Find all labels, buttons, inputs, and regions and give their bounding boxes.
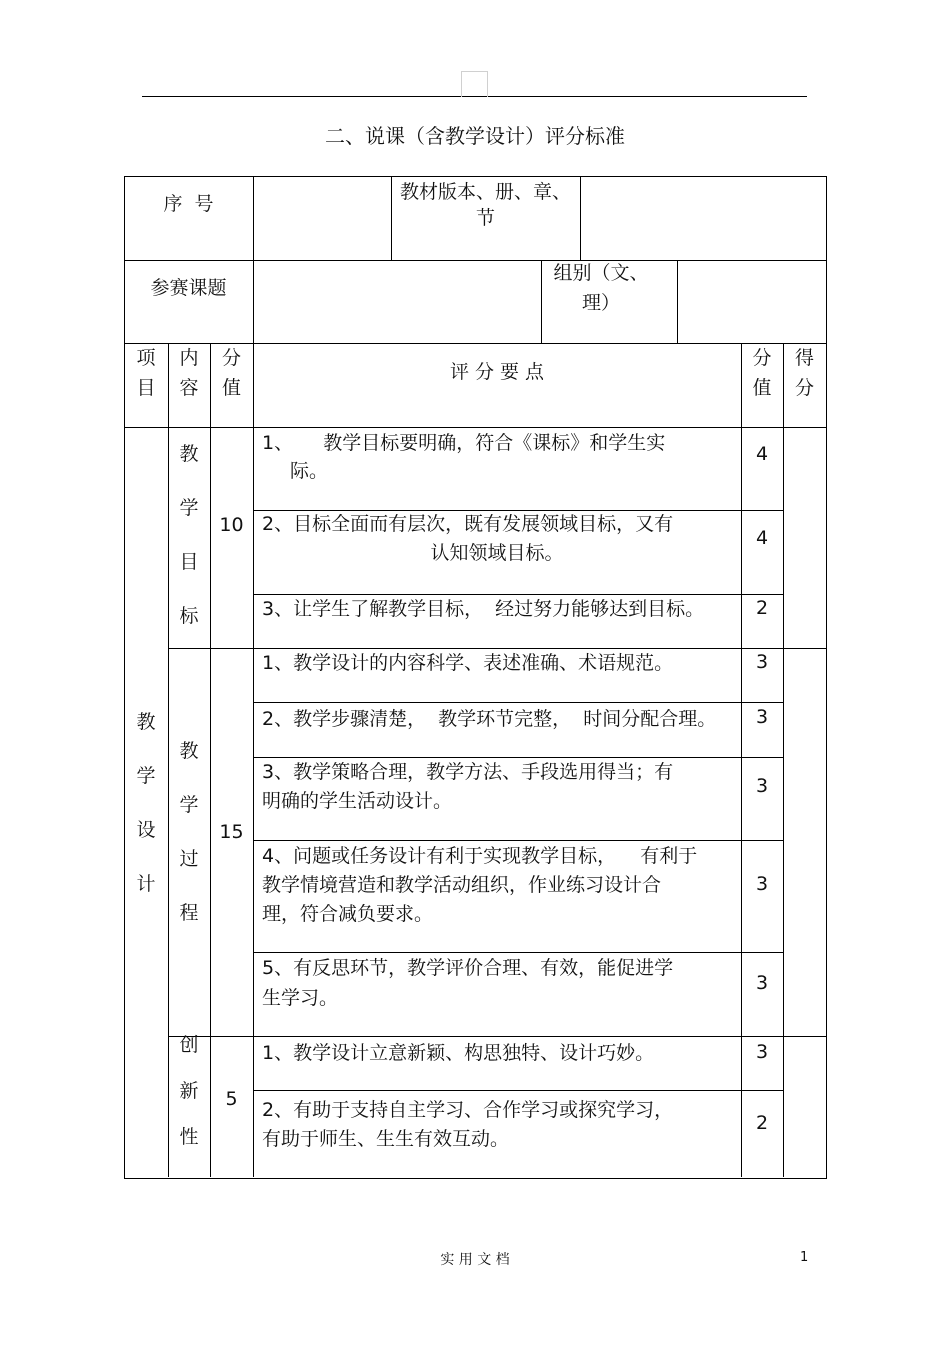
group-name-innovation xyxy=(168,1022,210,1160)
col-header-score xyxy=(741,343,783,403)
col-header-char: 值 xyxy=(221,377,241,399)
col-header-char: 项 xyxy=(136,347,156,369)
group-label-line2: 理） xyxy=(581,292,620,314)
score-value: 2 xyxy=(755,597,769,619)
page-title: 二、说课（含教学设计）评分标准 xyxy=(325,124,625,148)
criterion-line: 2、有助于支持自主学习、合作学习或探究学习， xyxy=(262,1099,674,1121)
criterion-line: 4、问题或任务设计有利于实现教学目标， 有利于 xyxy=(262,845,698,867)
group-name-process xyxy=(168,724,210,940)
criterion-line: 生学习。 xyxy=(262,987,339,1009)
group-char: 过 xyxy=(179,848,199,870)
score-value: 3 xyxy=(755,706,769,728)
col-header-item xyxy=(124,343,168,403)
subrow-divider xyxy=(253,1090,783,1091)
criterion-line: 际。 xyxy=(290,460,329,482)
criterion-line: 1、教学设计立意新颖、构思独特、设计巧妙。 xyxy=(262,1042,655,1064)
seq-label: 序 号 xyxy=(163,193,214,215)
group-points: 15 xyxy=(219,821,244,843)
score-value: 3 xyxy=(755,1041,769,1063)
edition-label-line1: 教材版本、册、章、 xyxy=(399,181,571,203)
group-divider xyxy=(168,1036,826,1037)
col-divider xyxy=(253,343,254,1177)
col-header-char: 分 xyxy=(752,347,772,369)
group-char: 新 xyxy=(179,1080,199,1102)
col-header-char: 值 xyxy=(752,377,772,399)
criterion-line: 1、教学设计的内容科学、表述准确、术语规范。 xyxy=(262,652,674,674)
col-header-got xyxy=(783,343,826,403)
group-char: 程 xyxy=(179,902,199,924)
score-value: 3 xyxy=(755,775,769,797)
section-char: 计 xyxy=(136,873,156,895)
section-char: 学 xyxy=(136,765,156,787)
section-char: 设 xyxy=(136,819,156,841)
group-char: 学 xyxy=(179,794,199,816)
col-header-char: 容 xyxy=(179,377,199,399)
score-value: 2 xyxy=(755,1112,769,1134)
group-points: 10 xyxy=(219,514,244,536)
score-value: 4 xyxy=(755,443,769,465)
col-header-points xyxy=(210,343,253,403)
group-name-objectives xyxy=(168,427,210,643)
group-char: 学 xyxy=(179,497,199,519)
score-value: 3 xyxy=(755,972,769,994)
group-label-line1: 组别（文、 xyxy=(553,262,649,284)
page-number: 1 xyxy=(800,1250,809,1265)
section-name xyxy=(124,695,168,911)
criterion-line: 3、让学生了解教学目标， 经过努力能够达到目标。 xyxy=(262,598,705,620)
criterion-line: 明确的学生活动设计。 xyxy=(262,790,453,812)
col-divider xyxy=(580,176,581,260)
col-header-char: 得 xyxy=(794,347,814,369)
col-header-criteria: 评 分 要 点 xyxy=(449,361,545,383)
topic-label: 参赛课题 xyxy=(150,277,227,299)
score-value: 3 xyxy=(755,873,769,895)
edition-label-line2: 节 xyxy=(475,207,495,229)
col-divider xyxy=(783,343,784,1177)
group-char: 标 xyxy=(179,605,199,627)
criterion-line: 有助于师生、生生有效互动。 xyxy=(262,1128,510,1150)
group-char: 性 xyxy=(179,1126,199,1148)
subrow-divider xyxy=(253,702,783,703)
col-header-char: 目 xyxy=(136,377,156,399)
col-divider xyxy=(210,343,211,1177)
group-char: 目 xyxy=(179,551,199,573)
header-box xyxy=(461,71,488,97)
col-header-char: 分 xyxy=(221,347,241,369)
criterion-line: 2、教学步骤清楚， 教学环节完整， 时间分配合理。 xyxy=(262,708,717,730)
criterion-line: 2、目标全面而有层次，既有发展领域目标，又有 xyxy=(262,513,674,535)
row-divider xyxy=(124,260,826,261)
criterion-line: 理，符合减负要求。 xyxy=(262,903,434,925)
col-header-char: 内 xyxy=(179,347,199,369)
score-value: 3 xyxy=(755,651,769,673)
col-divider xyxy=(677,260,678,343)
section-char: 教 xyxy=(136,711,156,733)
criterion-line: 5、有反思环节，教学评价合理、有效，能促进学 xyxy=(262,957,674,979)
score-value: 4 xyxy=(755,527,769,549)
col-divider xyxy=(253,176,254,343)
criterion-line: 1、 教学目标要明确，符合《课标》和学生实 xyxy=(262,432,666,454)
col-header-char: 分 xyxy=(794,377,814,399)
criterion-line: 认知领域目标。 xyxy=(430,542,564,564)
col-header-content xyxy=(168,343,210,403)
criterion-line: 教学情境营造和教学活动组织，作业练习设计合 xyxy=(262,874,662,896)
group-points: 5 xyxy=(225,1088,238,1110)
footer-center: 实 用 文 档 xyxy=(440,1252,510,1268)
criterion-line: 3、教学策略合理，教学方法、手段选用得当；有 xyxy=(262,761,674,783)
group-char: 教 xyxy=(179,740,199,762)
group-char: 教 xyxy=(179,443,199,465)
group-char: 创 xyxy=(179,1034,199,1056)
